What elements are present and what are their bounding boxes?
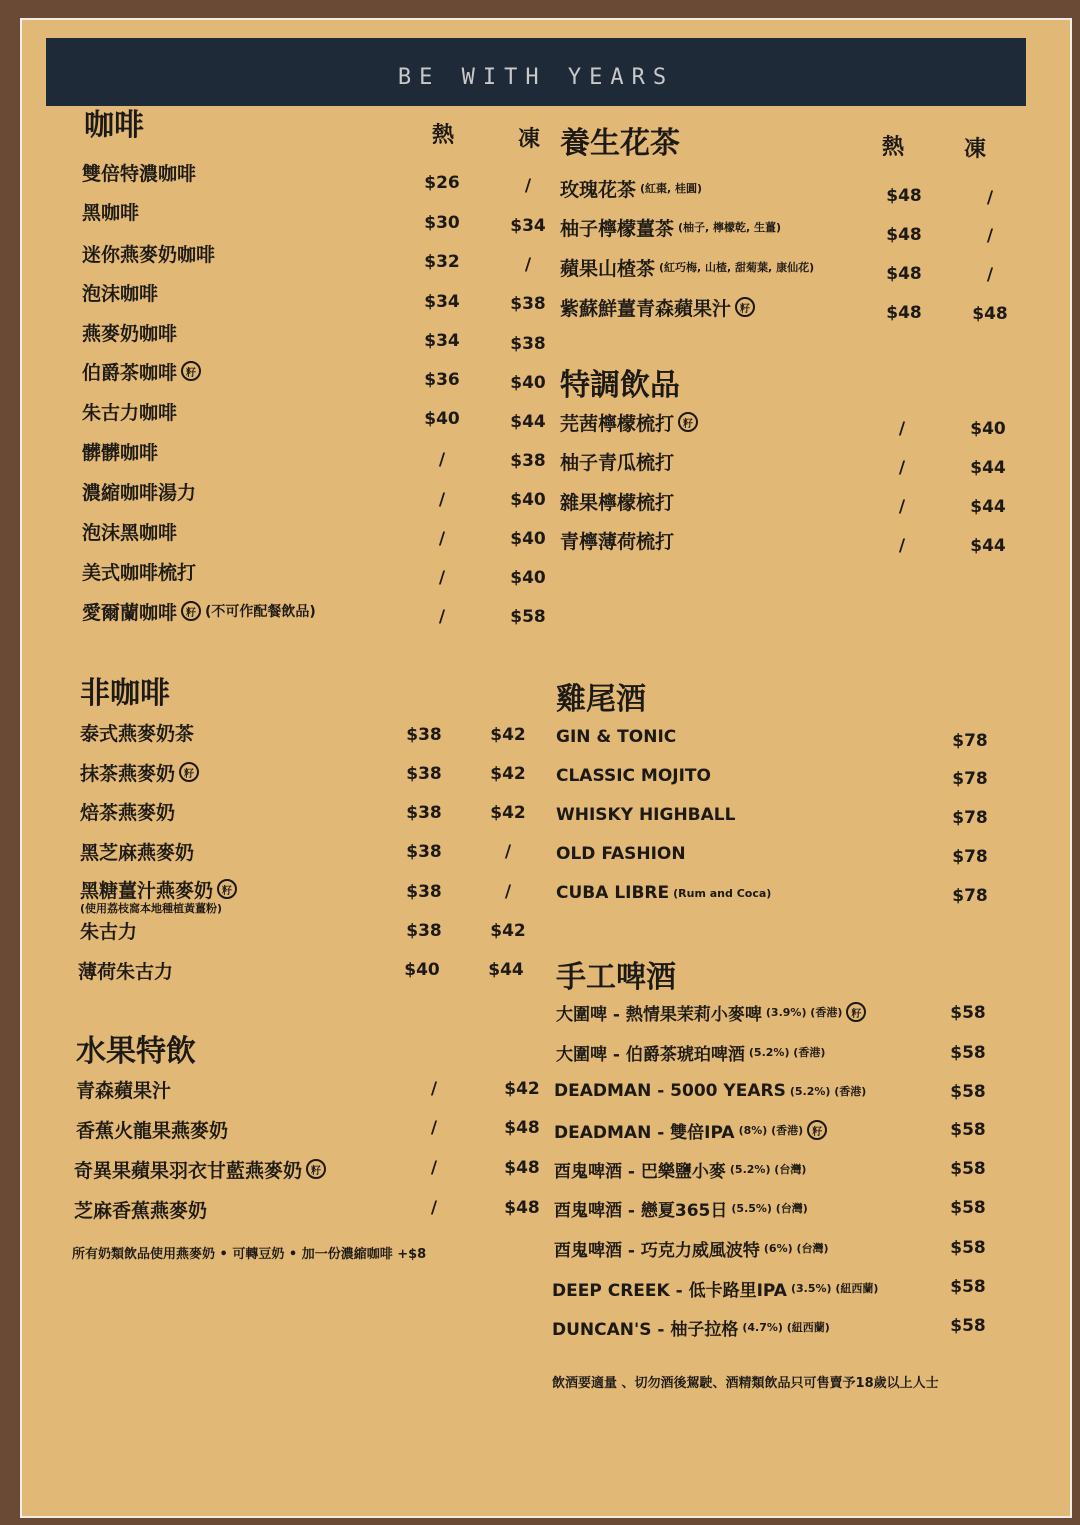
beer-item [552,1313,830,1341]
cocktail-item [556,801,735,829]
seed-badge-icon: 籽 [678,412,698,432]
hot-price: / [438,607,446,627]
fruit-footer-note: 所有奶類飲品使用燕麥奶 • 可轉豆奶 • 加一份濃縮咖啡 +$8 [72,1247,427,1262]
hot-price: $38 [406,764,442,784]
hot-price: $48 [886,303,922,323]
noncoffee-item [78,956,173,984]
hot-price: / [430,1079,438,1099]
item-note: (4.7%) (紐西蘭) [742,1321,830,1334]
beer-item [554,1234,829,1262]
hot-price: $34 [424,331,460,351]
hot-price: $38 [406,882,442,902]
coffee-item [82,437,158,465]
item-name: 大圍啤 - 伯爵茶琥珀啤酒 [556,1044,745,1065]
item-note: (5.5%) (台灣) [731,1202,808,1215]
seed-badge-icon: 籽 [181,361,201,381]
coffee-item [82,517,177,545]
item-price: $58 [950,1159,986,1179]
item-name: 泡沫咖啡 [82,282,159,305]
special-item [560,408,698,436]
item-name: 柚子青瓜梳打 [560,451,675,474]
alcohol-warning: 飲酒要適量 、切勿酒後駕駛、酒精類飲品只可售賣予18歲以上人士 [552,1376,939,1391]
item-name: DUNCAN'S - 柚子拉格 [552,1319,739,1340]
item-name: 酉鬼啤酒 - 巴樂鹽小麥 [554,1161,726,1182]
noncoffee-item [80,875,237,903]
cocktail-item [556,723,676,751]
item-price: $58 [950,1238,986,1258]
coffee-item [82,318,177,346]
beer-item [554,1116,827,1144]
item-name: 伯爵茶咖啡 [82,361,178,384]
seed-badge-icon: 籽 [306,1159,326,1179]
item-name: 美式咖啡梳打 [82,561,197,584]
beer-item [554,1194,808,1222]
item-price: $58 [950,1120,986,1140]
item-price: $78 [952,769,988,789]
item-price: $58 [950,1003,986,1023]
item-name: 雙倍特濃咖啡 [82,162,197,185]
coffee-item [82,239,215,267]
item-price: $78 [952,731,988,751]
item-price: $78 [952,886,988,906]
hot-price: / [898,458,906,478]
coffee-cold-header: 凍 [518,127,541,152]
coffee-item [82,397,177,425]
coffee-item [82,557,196,585]
cocktail-item [556,879,771,907]
coffee-section-title: 咖啡 [84,108,144,143]
cold-price: / [524,255,532,275]
item-name: 柚子檸檬薑茶 [560,217,675,240]
item-name: 焙茶燕麥奶 [80,801,176,824]
item-note: (5.2%) (香港) [789,1085,867,1098]
cold-price: / [986,188,994,208]
tea-cold-header: 凍 [964,137,987,162]
item-price: $58 [950,1043,986,1063]
cold-price: $44 [510,412,546,432]
hot-price: / [898,497,906,517]
cold-price: / [986,226,994,246]
special-item [560,526,674,554]
cold-price: $42 [490,803,526,823]
cold-price: / [986,265,994,285]
hot-price: $48 [886,264,922,284]
special-section-title: 特調飲品 [560,368,680,403]
coffee-item [82,357,201,385]
tea-hot-header: 熱 [882,135,905,160]
cold-price: / [504,882,512,902]
tea-item [560,174,702,202]
item-name: 雜果檸檬梳打 [560,491,675,514]
fruit-item [76,1075,171,1103]
item-name: DEADMAN - 5000 YEARS [554,1081,786,1101]
cold-price: $48 [504,1158,540,1178]
item-price: $58 [950,1082,986,1102]
cold-price: $34 [510,216,546,236]
item-name: 濃縮咖啡湯力 [82,481,197,504]
cold-price: $42 [490,921,526,941]
cocktail-item [556,840,686,868]
item-note: (8%) (香港) [738,1124,804,1137]
item-name: 酉鬼啤酒 - 戀夏365日 [554,1200,728,1221]
seed-badge-icon: 籽 [807,1120,827,1140]
hot-price: $32 [424,252,460,272]
item-subnote: (使用荔枝窩本地種植黃薑粉) [80,902,223,915]
seed-badge-icon: 籽 [735,297,755,317]
noncoffee-item [80,758,199,786]
fruit-item [74,1155,326,1183]
item-name: 泡沫黑咖啡 [82,521,178,544]
cold-price: $40 [510,490,546,510]
item-name: 蘋果山楂茶 [560,257,656,280]
cocktail-section-title: 雞尾酒 [556,682,646,717]
item-note: (柚子, 檸檬乾, 生薑) [678,221,782,234]
hot-price: $36 [424,370,460,390]
item-name: 抹茶燕麥奶 [80,762,176,785]
beer-item [552,1274,878,1302]
item-name: DEEP CREEK - 低卡路里IPA [552,1280,787,1301]
item-note: (5.2%) (台灣) [729,1163,807,1176]
hot-price: $38 [406,921,442,941]
item-note: (5.2%) (香港) [748,1046,826,1059]
hot-price: $38 [406,803,442,823]
item-note: (紅棗, 桂圓) [640,182,703,195]
item-note: (3.9%) (香港) [765,1006,843,1019]
fruit-item [76,1115,228,1143]
fruit-item [74,1195,207,1223]
seed-badge-icon: 籽 [846,1002,866,1022]
hot-price: / [430,1158,438,1178]
hot-price: / [898,419,906,439]
noncoffee-section-title: 非咖啡 [80,676,170,711]
cold-price: $40 [510,529,546,549]
item-name: 黑咖啡 [82,201,140,224]
cold-price: $38 [510,334,546,354]
coffee-item [82,197,139,225]
hot-price: $30 [424,213,460,233]
coffee-item [82,278,158,306]
item-name: 愛爾蘭咖啡 [82,601,178,624]
noncoffee-item [80,837,194,865]
cold-price: / [504,842,512,862]
item-name: 青檸薄荷梳打 [560,530,675,553]
coffee-item [82,477,196,505]
item-price: $58 [950,1198,986,1218]
hot-price: / [438,529,446,549]
item-name: 青森蘋果汁 [76,1079,172,1102]
cold-price: / [524,176,532,196]
item-name: 泰式燕麥奶茶 [80,722,195,745]
noncoffee-item [80,916,137,944]
item-note: (3.5%) (紐西蘭) [790,1282,879,1295]
hot-price: / [438,568,446,588]
item-name: 大圍啤 - 熱情果茉莉小麥啤 [556,1004,762,1025]
coffee-item [82,597,316,625]
item-name: 酉鬼啤酒 - 巧克力威風波特 [554,1240,760,1261]
item-name: 朱古力 [80,920,138,943]
item-name: 芝麻香蕉燕麥奶 [74,1199,208,1222]
hot-price: / [438,450,446,470]
item-note: (不可作配餐飲品) [205,604,316,620]
item-note: (6%) (台灣) [763,1242,829,1255]
cold-price: $44 [488,960,524,980]
beer-section-title: 手工啤酒 [556,960,676,995]
hot-price: / [438,490,446,510]
tea-item [560,293,755,321]
cold-price: $44 [970,536,1006,556]
hot-price: $40 [424,409,460,429]
hot-price: / [430,1118,438,1138]
cold-price: $42 [490,764,526,784]
hot-price: / [430,1198,438,1218]
item-name: 芫茜檸檬梳打 [560,412,675,435]
cold-price: $42 [504,1079,540,1099]
item-name: 迷你燕麥奶咖啡 [82,243,216,266]
seed-badge-icon: 籽 [217,879,237,899]
item-name: CUBA LIBRE [556,883,670,903]
cold-price: $44 [970,458,1006,478]
fruit-section-title: 水果特飲 [76,1034,196,1069]
special-item [560,487,674,515]
hot-price: $48 [886,225,922,245]
item-price: $78 [952,808,988,828]
item-note: (Rum and Coca) [673,886,772,900]
hot-price: $40 [404,960,440,980]
item-name: 紫蘇鮮薑青森蘋果汁 [560,297,732,320]
hot-price: $38 [406,725,442,745]
item-note: (紅巧梅, 山楂, 甜菊葉, 康仙花) [659,261,815,274]
cold-price: $48 [972,304,1008,324]
item-price: $58 [950,1316,986,1336]
coffee-item [82,158,196,186]
hot-price: $38 [406,842,442,862]
item-name: GIN & TONIC [556,727,677,747]
beer-item [554,1077,866,1105]
item-name: 髒髒咖啡 [82,441,159,464]
noncoffee-item [80,718,194,746]
item-price: $58 [950,1277,986,1297]
hot-price: $48 [886,186,922,206]
cold-price: $48 [504,1198,540,1218]
seed-badge-icon: 籽 [179,762,199,782]
cold-price: $40 [510,568,546,588]
item-name: 玫瑰花茶 [560,178,637,201]
item-name: 黑糖薑汁燕麥奶 [80,879,214,902]
banner-title: BE WITH YEARS [397,65,675,90]
beer-item [556,1038,825,1066]
item-name: OLD FASHION [556,844,686,864]
beer-item [556,998,866,1026]
cold-price: $42 [490,725,526,745]
item-name: WHISKY HIGHBALL [556,805,736,825]
cold-price: $44 [970,497,1006,517]
seed-badge-icon: 籽 [181,601,201,621]
menu-banner [46,38,1026,106]
item-name: CLASSIC MOJITO [556,766,711,786]
item-name: 朱古力咖啡 [82,401,178,424]
item-name: DEADMAN - 雙倍IPA [554,1122,735,1143]
cocktail-item [556,762,711,790]
cold-price: $48 [504,1118,540,1138]
hot-price: / [898,536,906,556]
item-name: 黑芝麻燕麥奶 [80,841,195,864]
tea-item [560,213,781,241]
cold-price: $38 [510,294,546,314]
cold-price: $40 [970,419,1006,439]
special-item [560,447,674,475]
tea-section-title: 養生花茶 [560,126,680,161]
coffee-hot-header: 熱 [432,123,455,148]
cold-price: $58 [510,607,546,627]
cold-price: $38 [510,451,546,471]
item-name: 香蕉火龍果燕麥奶 [76,1119,229,1142]
item-name: 奇異果蘋果羽衣甘藍燕麥奶 [74,1159,303,1182]
beer-item [554,1155,806,1183]
hot-price: $26 [424,173,460,193]
item-name: 薄荷朱古力 [78,960,174,983]
item-price: $78 [952,847,988,867]
cold-price: $40 [510,373,546,393]
hot-price: $34 [424,292,460,312]
item-name: 燕麥奶咖啡 [82,322,178,345]
tea-item [560,253,814,281]
noncoffee-item [80,797,175,825]
